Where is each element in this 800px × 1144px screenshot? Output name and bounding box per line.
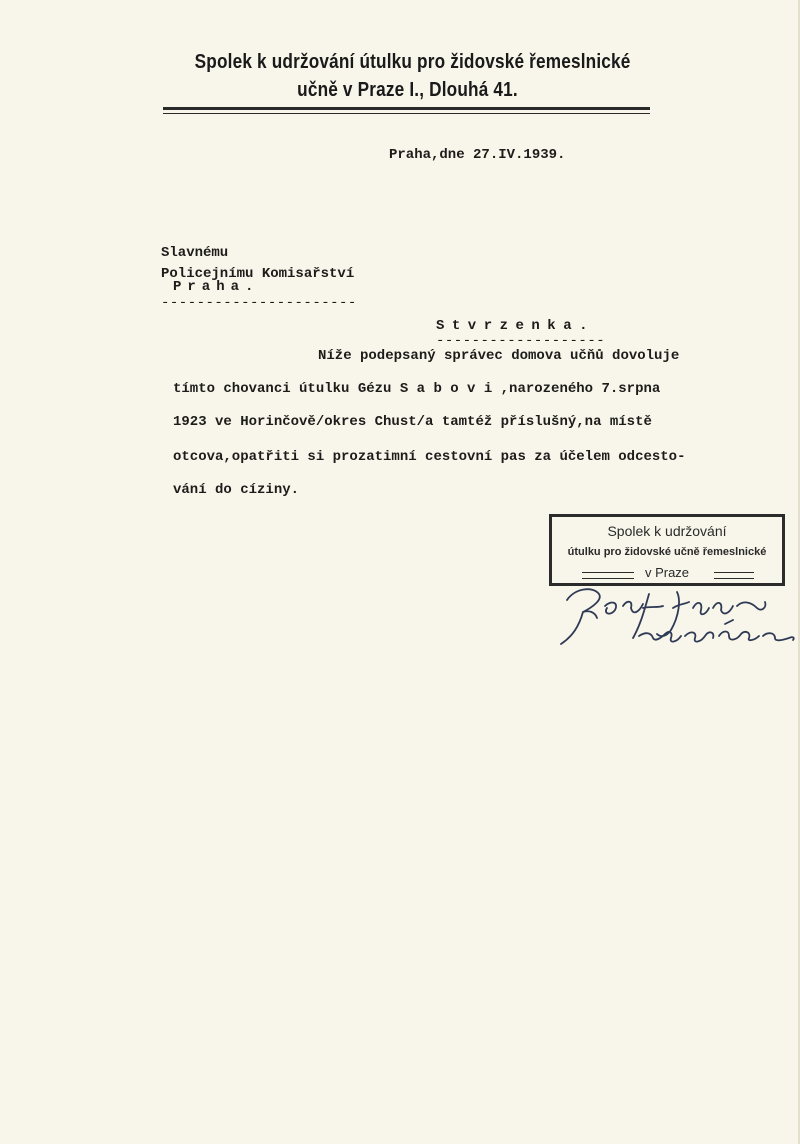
body-line-1: Níže podepsaný správec domova učňů dovoluje	[318, 348, 680, 364]
body-line-2: tímto chovanci útulku Gézu S a b o v i ,narozeného 7.srpna	[173, 381, 661, 397]
body-line-4: otcova,opatřiti si prozatimní cestovní pas za účelem odcesto-	[173, 449, 686, 465]
body-line-5: vání do cíziny.	[173, 482, 300, 498]
date-line: Praha,dne 27.IV.1939.	[389, 147, 566, 163]
addressee-line-1: Slavnému	[161, 245, 229, 261]
addressee-line-3: Praha.	[173, 279, 260, 295]
organization-stamp	[549, 514, 785, 586]
stamp-line-1: Spolek k udržování	[607, 523, 727, 539]
letterhead-rule-thin	[163, 113, 650, 114]
handwritten-signature	[553, 578, 798, 658]
letterhead	[194, 48, 631, 104]
document-title: Stvrzenka.	[436, 318, 596, 334]
stamp-line-3: v Praze	[644, 565, 690, 580]
stamp-line-2: útulku pro židovské učně řemeslnické	[567, 546, 767, 558]
body-line-3: 1923 ve Horinčově/okres Chust/a tamtéž příslušný,na místě	[173, 414, 652, 430]
letterhead-line-1: Spolek k udržování útulku pro židovské řemeslnické	[194, 51, 631, 73]
title-underline: -------------------	[436, 333, 606, 349]
addressee-line-2: Policejnímu Komisařství	[161, 266, 355, 282]
letterhead-rule-thick	[163, 107, 650, 110]
letterhead-line-2: učně v Praze I., Dlouhá 41.	[297, 79, 518, 101]
addressee-separator: ----------------------	[161, 295, 357, 311]
